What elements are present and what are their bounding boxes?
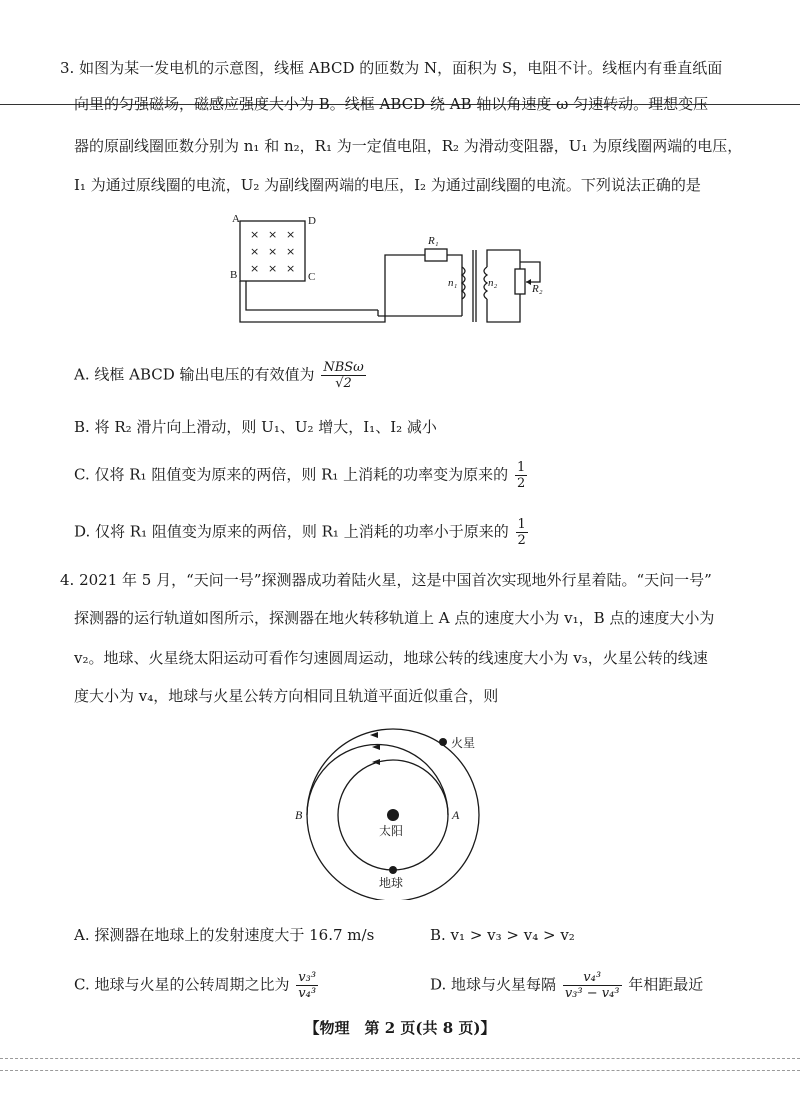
field-cross: × [286,228,296,241]
label-r1: R₁ [428,235,439,247]
q3-option-a-text: A. 线框 ABCD 输出电压的有效值为 [74,365,315,384]
q4-option-b[interactable]: B. v₁ > v₃ > v₄ > v₂ [430,926,575,944]
resistor-r1 [425,249,447,261]
q4-option-d[interactable] [430,970,703,1001]
label-n1: n₁ [448,277,458,289]
dashed-divider [0,1058,800,1059]
q4-stem-line-2: 探测器的运行轨道如图所示，探测器在地火转移轨道上 A 点的速度大小为 v₁，B 点的速度大小为 [74,609,715,627]
field-cross: × [286,262,296,275]
q3-option-d[interactable] [74,517,530,548]
q3-stem-line-4: I₁ 为通过原线圈的电流，U₂ 为副线圈两端的电压，I₂ 为通过副线圈的电流。下列说法正确的是 [74,176,701,194]
q3-option-d-text: D. 仅将 R₁ 阻值变为原来的两倍，则 R₁ 上消耗的功率小于原来的 [74,522,509,541]
sun-dot [387,809,399,821]
field-cross: × [250,262,260,275]
field-cross: × [286,245,296,258]
q3-option-b[interactable]: B. 将 R₂ 滑片向上滑动，则 U₁、U₂ 增大，I₁、I₂ 减小 [74,418,437,436]
page-footer: 【物理 第 2 页(共 8 页)】 [304,1019,496,1037]
q4-option-d-suffix: 年相距最近 [628,975,704,994]
label-c: C [308,271,316,283]
orbit-diagram [290,725,510,900]
generator-circuit-diagram [220,212,560,337]
label-b: B [230,269,238,281]
dashed-divider [0,1070,800,1071]
q3-stem-line-1: 3. 如图为某一发电机的示意图，线框 ABCD 的匝数为 N，面积为 S，电阻不计。线框内有垂直纸面 [60,59,723,77]
label-a: A [232,213,240,225]
q3-stem-line-2: 向里的匀强磁场，磁感应强度大小为 B。线框 ABCD 绕 AB 轴以角速度 ω 匀速转动。理想变压 [74,95,709,113]
label-point-b: B [295,808,303,822]
q4-stem-line-1: 4. 2021 年 5 月，“天问一号”探测器成功着陆火星，这是中国首次实现地外行星着陆。“天问一号” [60,571,712,589]
label-point-a: A [452,808,460,822]
q3-option-c[interactable] [74,460,529,491]
q4-option-d-text: D. 地球与火星每隔 [430,975,557,994]
q3-stem-line-3: 器的原副线圈匝数分别为 n₁ 和 n₂，R₁ 为一定值电阻，R₂ 为滑动变阻器，U₁ 为原线圈两端的电压， [74,137,743,155]
label-earth: 地球 [379,876,404,890]
q3-option-a-fraction: $\frac{\text{NBSω}}{√2}$ [323,360,364,391]
field-cross: × [268,262,278,275]
q4-option-c-fraction: $\frac{\text{v₃³}}{\text{v₄³}}$ [298,970,317,1001]
q4-stem-line-3: v₂。地球、火星绕太阳运动可看作匀速圆周运动，地球公转的线速度大小为 v₃，火星公转的线速 [74,649,708,667]
label-n2: n₂ [488,277,498,289]
label-r2: R₂ [532,283,543,295]
field-cross: × [250,245,260,258]
q4-option-d-fraction: $\frac{\text{v₄³}}{\text{v₃³ − v₄³}}$ [564,970,620,1001]
label-d: D [308,215,316,227]
q3-option-d-fraction: $\frac{1}{2}$ [517,517,526,548]
q3-option-c-fraction: $\frac{1}{2}$ [516,460,526,491]
field-cross: × [268,245,278,258]
q4-stem-line-4: 度大小为 v₄，地球与火星公转方向相同且轨道平面近似重合，则 [74,687,499,705]
rheostat-r2 [515,269,525,294]
q4-option-a[interactable]: A. 探测器在地球上的发射速度大于 16.7 m/s [74,926,375,944]
mars-dot [439,738,447,746]
q4-option-c[interactable] [74,970,320,1001]
q3-option-a[interactable] [74,360,368,391]
field-cross: × [250,228,260,241]
q4-option-c-text: C. 地球与火星的公转周期之比为 [74,975,290,994]
label-mars: 火星 [451,736,476,750]
mars-orbit-arrow [370,732,378,738]
label-sun: 太阳 [379,824,404,838]
earth-dot [389,866,397,874]
q3-option-c-text: C. 仅将 R₁ 阻值变为原来的两倍，则 R₁ 上消耗的功率变为原来的 [74,465,509,484]
transfer-orbit [307,745,448,815]
field-cross: × [268,228,278,241]
